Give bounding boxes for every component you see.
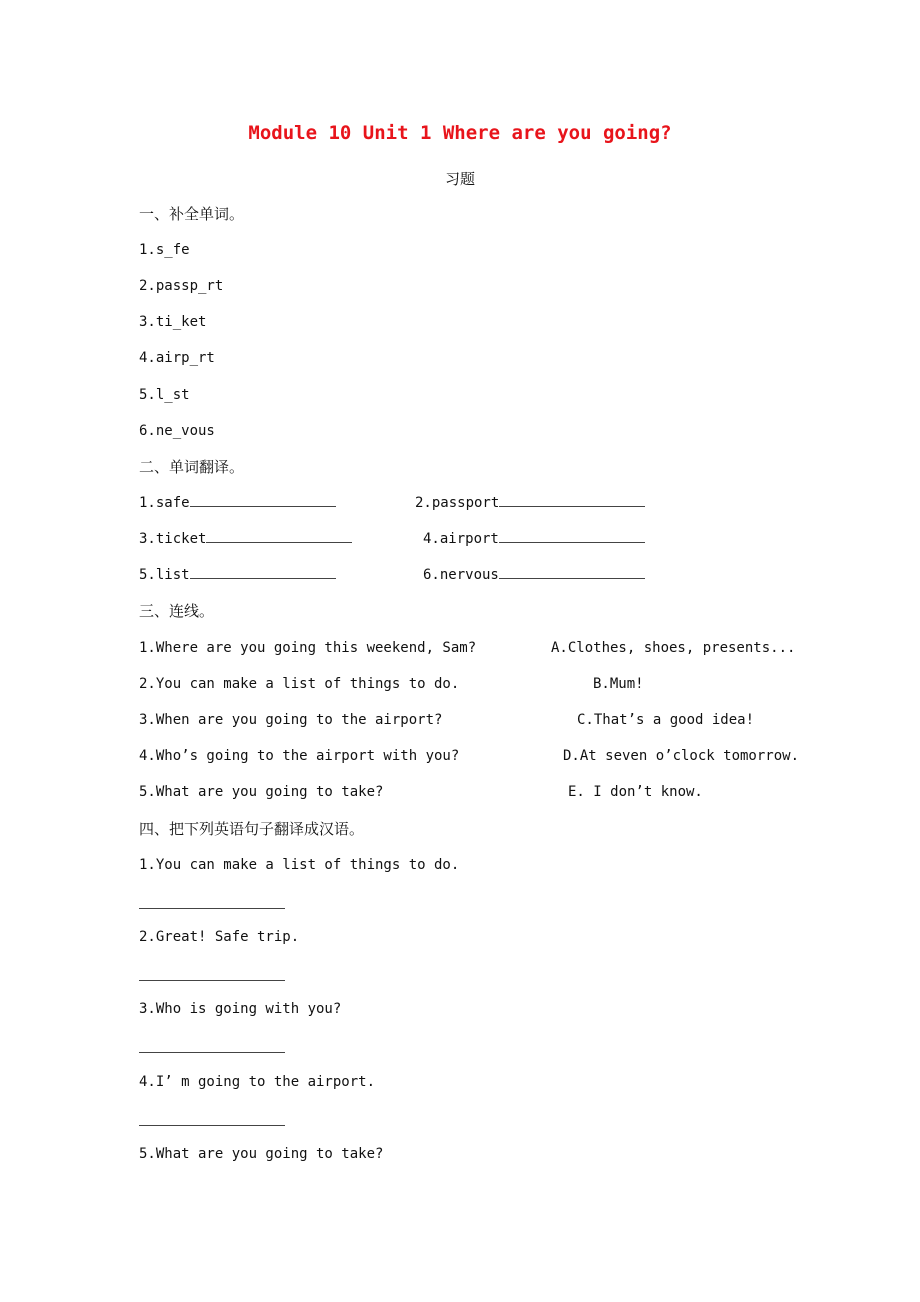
translate-word-label: 4.airport (423, 531, 499, 547)
translate-sentence: 1.You can make a list of things to do. (139, 857, 460, 873)
translate-word-item (415, 494, 645, 512)
match-answer: D.At seven o’clock tomorrow. (563, 748, 800, 764)
fill-word-item: 3.ti_ket (139, 314, 207, 330)
match-answer: B.Mum! (593, 676, 644, 692)
answer-line (139, 1052, 285, 1053)
translate-word-item (139, 494, 336, 512)
translate-sentence: 3.Who is going with you? (139, 1001, 342, 1017)
answer-blank (499, 566, 645, 579)
fill-word-item: 1.s_fe (139, 242, 190, 258)
page-subtitle: 习题 (444, 170, 475, 188)
match-answer: A.Clothes, shoes, presents... (551, 640, 796, 656)
match-question: 1.Where are you going this weekend, Sam? (139, 640, 477, 656)
answer-line (139, 980, 285, 981)
section-3-heading: 三、连线。 (139, 602, 215, 620)
section-1-heading: 一、补全单词。 (139, 205, 245, 223)
translate-word-item (139, 566, 336, 584)
match-question: 3.When are you going to the airport? (139, 712, 443, 728)
translate-word-label: 3.ticket (139, 531, 207, 547)
answer-blank (499, 494, 645, 507)
translate-word-label: 5.list (139, 567, 190, 583)
match-answer: C.That’s a good idea! (577, 712, 755, 728)
answer-blank (499, 530, 645, 543)
translate-word-item (139, 530, 352, 548)
section-4-heading: 四、把下列英语句子翻译成汉语。 (139, 820, 365, 838)
answer-blank (190, 494, 336, 507)
answer-blank (206, 530, 352, 543)
section-2-heading: 二、单词翻译。 (139, 458, 245, 476)
translate-word-label: 2.passport (415, 495, 500, 511)
match-question: 4.Who’s going to the airport with you? (139, 748, 460, 764)
fill-word-item: 5.l_st (139, 387, 190, 403)
page-title: Module 10 Unit 1 Where are you going? (248, 122, 672, 144)
answer-blank (190, 566, 336, 579)
fill-word-item: 4.airp_rt (139, 350, 215, 366)
translate-sentence: 5.What are you going to take? (139, 1146, 384, 1162)
translate-sentence: 4.I’ m going to the airport. (139, 1074, 376, 1090)
answer-line (139, 1125, 285, 1126)
fill-word-item: 2.passp_rt (139, 278, 224, 294)
answer-line (139, 908, 285, 909)
translate-word-label: 1.safe (139, 495, 190, 511)
fill-word-item: 6.ne_vous (139, 423, 215, 439)
translate-word-label: 6.nervous (423, 567, 499, 583)
translate-word-item (423, 530, 645, 548)
match-question: 2.You can make a list of things to do. (139, 676, 460, 692)
match-question: 5.What are you going to take? (139, 784, 384, 800)
match-answer: E. I don’t know. (568, 784, 703, 800)
translate-word-item (423, 566, 645, 584)
translate-sentence: 2.Great! Safe trip. (139, 929, 300, 945)
